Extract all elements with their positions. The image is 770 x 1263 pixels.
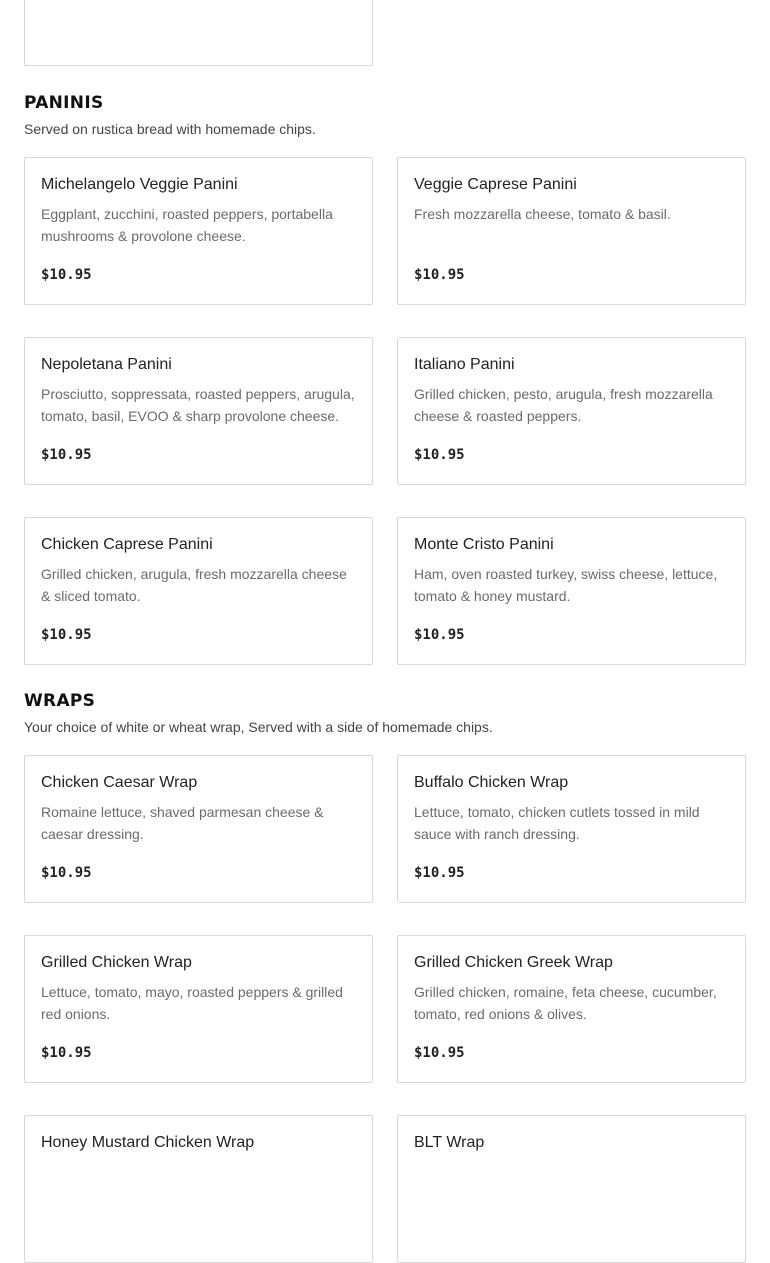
item-name: Nepoletana Panini [41,356,172,373]
item-description: Fresh mozzarella cheese, tomato & basil. [414,206,671,222]
item-name: Grilled Chicken Wrap [41,954,192,971]
section-title-paninis: PANINIS [24,93,104,113]
menu-item-card[interactable] [397,1115,746,1263]
menu-item-card[interactable] [24,337,373,485]
item-price: $10.95 [414,267,465,283]
menu-item-card[interactable] [397,337,746,485]
menu-item-card[interactable] [24,755,373,903]
menu-item-card[interactable] [397,157,746,305]
item-price: $10.95 [41,865,92,881]
section-subtitle-paninis: Served on rustica bread with homemade chips. [24,121,316,137]
item-description: Lettuce, tomato, chicken cutlets tossed in mild sauce with ranch dressing. [414,804,700,842]
item-name: Veggie Caprese Panini [414,176,577,193]
item-description: Romaine lettuce, shaved parmesan cheese & caesar dressing. [41,804,324,842]
item-price: $10.95 [414,865,465,881]
item-description: Grilled chicken, arugula, fresh mozzarella cheese & sliced tomato. [41,566,347,604]
item-description: Lettuce, tomato, mayo, roasted peppers & grilled red onions. [41,984,343,1022]
item-name: Grilled Chicken Greek Wrap [414,954,613,971]
item-price: $10.95 [414,627,465,643]
item-name: Buffalo Chicken Wrap [414,774,569,791]
menu-item-card[interactable] [24,935,373,1083]
item-description: Ham, oven roasted turkey, swiss cheese, lettuce, tomato & honey mustard. [414,566,718,604]
item-name: Italiano Panini [414,356,515,373]
item-description: Eggplant, zucchini, roasted peppers, portabella mushrooms & provolone cheese. [41,206,333,244]
menu-item-card[interactable] [24,517,373,665]
menu-item-card[interactable] [24,1115,373,1263]
menu-item-card[interactable] [397,517,746,665]
section-title-wraps: WRAPS [24,691,96,711]
item-description: Prosciutto, soppressata, roasted peppers, arugula, tomato, basil, EVOO & sharp provolone cheese. [41,386,355,424]
menu-item-card[interactable] [24,0,373,66]
item-name: Chicken Caesar Wrap [41,774,198,791]
section-subtitle-wraps: Your choice of white or wheat wrap, Served with a side of homemade chips. [24,719,493,735]
item-price: $10.95 [41,447,92,463]
item-description: Grilled chicken, pesto, arugula, fresh mozzarella cheese & roasted peppers. [414,386,713,424]
item-name: BLT Wrap [414,1134,485,1151]
item-price: $10.95 [414,447,465,463]
item-name: Chicken Caprese Panini [41,536,213,553]
item-price: $10.95 [41,267,92,283]
item-name: Michelangelo Veggie Panini [41,176,238,193]
menu-item-card[interactable] [24,157,373,305]
menu-item-card[interactable] [397,935,746,1083]
item-price: $10.95 [41,627,92,643]
item-name: Honey Mustard Chicken Wrap [41,1134,255,1151]
item-price: $10.95 [41,1045,92,1061]
menu-item-card[interactable] [397,755,746,903]
item-price: $10.95 [414,1045,465,1061]
item-name: Monte Cristo Panini [414,536,554,553]
item-description: Grilled chicken, romaine, feta cheese, cucumber, tomato, red onions & olives. [414,984,717,1022]
